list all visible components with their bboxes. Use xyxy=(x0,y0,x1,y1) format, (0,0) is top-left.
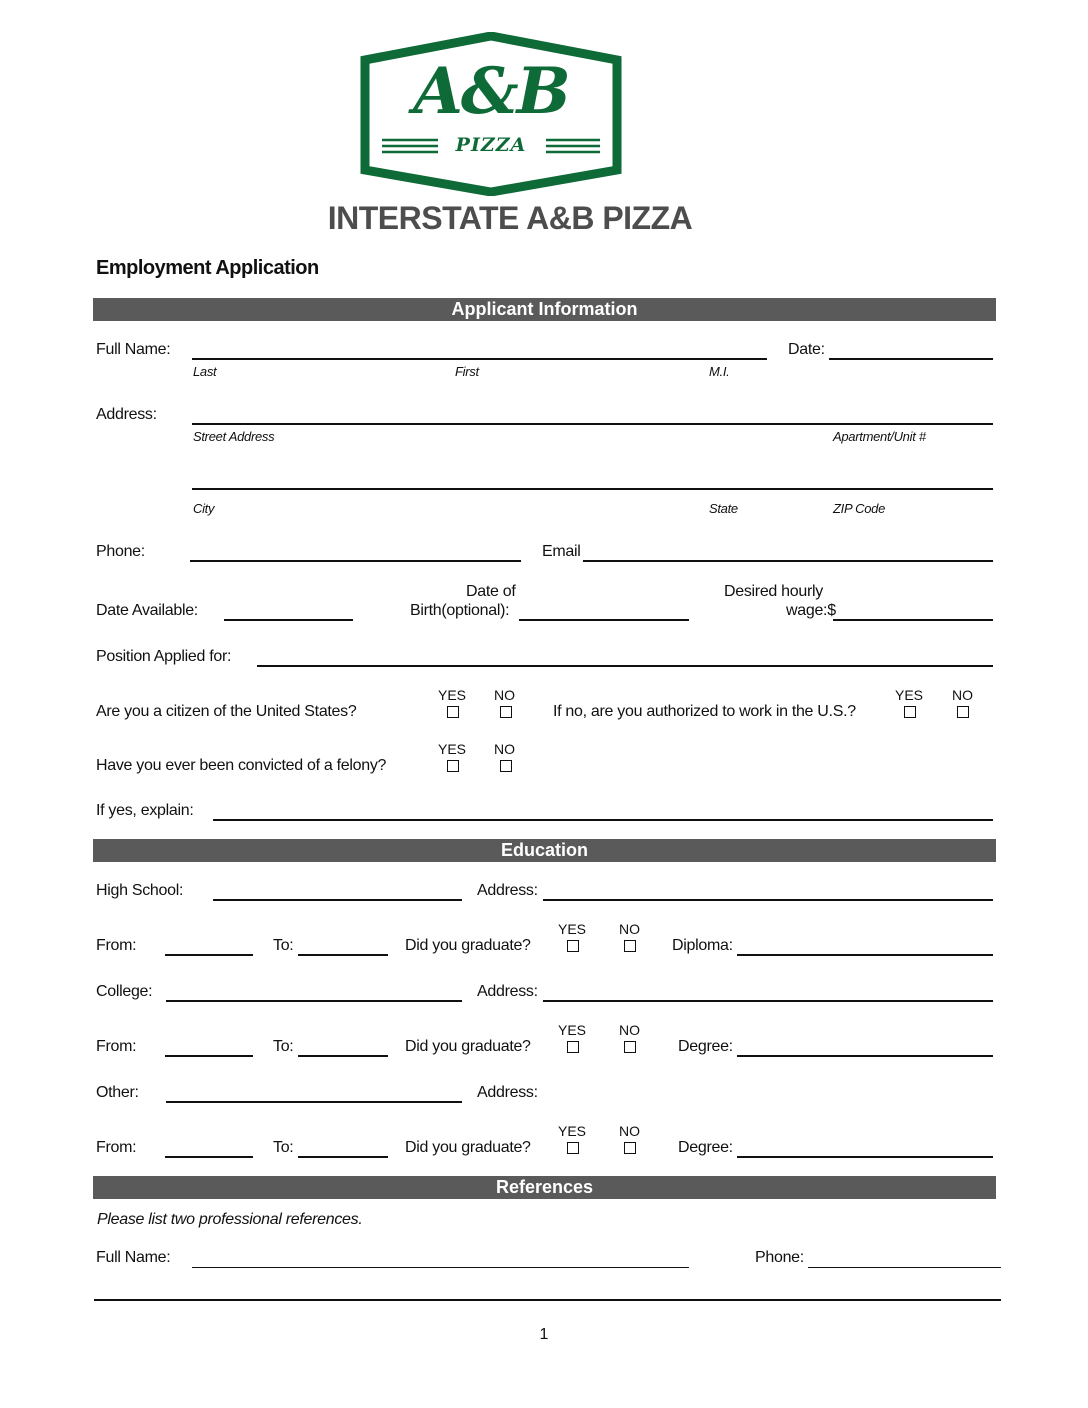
email-label: Email xyxy=(542,543,581,560)
section-header-references: References xyxy=(93,1176,996,1199)
hs-from-field[interactable] xyxy=(165,954,253,956)
apt-sublabel: Apartment/Unit # xyxy=(833,429,926,444)
email-field[interactable] xyxy=(583,560,993,562)
college-from-label: From: xyxy=(96,1038,137,1055)
authorized-no-label: NO xyxy=(952,687,973,703)
other-field[interactable] xyxy=(166,1101,462,1103)
street-address-field[interactable] xyxy=(192,423,993,425)
date-available-label: Date Available: xyxy=(96,602,198,619)
reference-name-label: Full Name: xyxy=(96,1249,171,1266)
high-school-field[interactable] xyxy=(213,899,462,901)
date-available-field[interactable] xyxy=(224,619,353,621)
other-from-label: From: xyxy=(96,1139,137,1156)
felony-question: Have you ever been convicted of a felony? xyxy=(96,757,387,774)
mi-sublabel: M.I. xyxy=(709,364,730,379)
company-logo xyxy=(360,32,622,196)
zip-sublabel: ZIP Code xyxy=(833,501,886,516)
position-label: Position Applied for: xyxy=(96,648,232,665)
section-header-applicant: Applicant Information xyxy=(93,298,996,321)
section-header-education: Education xyxy=(93,839,996,862)
other-no-checkbox[interactable] xyxy=(624,1142,636,1154)
high-school-address-field[interactable] xyxy=(543,899,993,901)
reference-name-field[interactable] xyxy=(192,1267,689,1268)
full-name-label: Full Name: xyxy=(96,341,171,358)
college-graduate-question: Did you graduate? xyxy=(405,1038,531,1055)
college-field[interactable] xyxy=(166,1000,462,1002)
city-state-zip-field[interactable] xyxy=(192,488,993,490)
college-no-checkbox[interactable] xyxy=(624,1041,636,1053)
other-no-label: NO xyxy=(619,1123,640,1139)
college-to-field[interactable] xyxy=(298,1055,388,1057)
hs-to-field[interactable] xyxy=(298,954,388,956)
state-sublabel: State xyxy=(709,501,738,516)
authorized-question: If no, are you authorized to work in the U.S.? xyxy=(553,703,856,720)
citizen-yes-label: YES xyxy=(438,687,467,703)
dob-label-line2: Birth(optional): xyxy=(410,602,510,619)
college-degree-field[interactable] xyxy=(737,1055,993,1057)
wage-label-line2: wage:$ xyxy=(786,602,836,619)
citizen-no-checkbox[interactable] xyxy=(500,706,512,718)
college-label: College: xyxy=(96,983,153,1000)
felony-no-checkbox[interactable] xyxy=(500,760,512,772)
diploma-label: Diploma: xyxy=(672,937,733,954)
citizen-question: Are you a citizen of the United States? xyxy=(96,703,357,720)
authorized-yes-label: YES xyxy=(895,687,924,703)
position-field[interactable] xyxy=(257,665,993,667)
phone-field[interactable] xyxy=(190,560,521,562)
first-sublabel: First xyxy=(455,364,479,379)
address-label: Address: xyxy=(96,406,157,423)
phone-label: Phone: xyxy=(96,543,145,560)
authorized-no-checkbox[interactable] xyxy=(957,706,969,718)
college-yes-label: YES xyxy=(558,1022,587,1038)
college-address-label: Address: xyxy=(477,983,538,1000)
footer-divider xyxy=(94,1299,1001,1301)
other-degree-label: Degree: xyxy=(678,1139,733,1156)
high-school-address-label: Address: xyxy=(477,882,538,899)
hs-from-label: From: xyxy=(96,937,137,954)
diploma-field[interactable] xyxy=(737,954,993,956)
college-yes-checkbox[interactable] xyxy=(567,1041,579,1053)
hs-to-label: To: xyxy=(273,937,294,954)
page-number: 1 xyxy=(539,1326,549,1343)
other-label: Other: xyxy=(96,1084,139,1101)
citizen-no-label: NO xyxy=(494,687,515,703)
other-address-label: Address: xyxy=(477,1084,538,1101)
felony-no-label: NO xyxy=(494,741,515,757)
felony-yes-label: YES xyxy=(438,741,467,757)
last-sublabel: Last xyxy=(193,364,217,379)
other-yes-checkbox[interactable] xyxy=(567,1142,579,1154)
felony-yes-checkbox[interactable] xyxy=(447,760,459,772)
logo-sub-text: PIZZA xyxy=(455,134,527,156)
hs-yes-checkbox[interactable] xyxy=(567,940,579,952)
city-sublabel: City xyxy=(193,501,215,516)
college-address-field[interactable] xyxy=(543,1000,993,1002)
wage-label-line1: Desired hourly xyxy=(724,583,823,600)
explain-label: If yes, explain: xyxy=(96,802,194,819)
college-from-field[interactable] xyxy=(165,1055,253,1057)
other-from-field[interactable] xyxy=(165,1156,253,1158)
hs-graduate-question: Did you graduate? xyxy=(405,937,531,954)
authorized-yes-checkbox[interactable] xyxy=(904,706,916,718)
reference-phone-field[interactable] xyxy=(808,1267,1001,1268)
date-label: Date: xyxy=(788,341,825,358)
other-to-label: To: xyxy=(273,1139,294,1156)
college-no-label: NO xyxy=(619,1022,640,1038)
other-yes-label: YES xyxy=(558,1123,587,1139)
high-school-label: High School: xyxy=(96,882,184,899)
hs-no-label: NO xyxy=(619,921,640,937)
reference-phone-label: Phone: xyxy=(755,1249,804,1266)
citizen-yes-checkbox[interactable] xyxy=(447,706,459,718)
street-sublabel: Street Address xyxy=(193,429,275,444)
hs-yes-label: YES xyxy=(558,921,587,937)
date-field[interactable] xyxy=(829,358,993,360)
explain-field[interactable] xyxy=(213,819,993,821)
other-degree-field[interactable] xyxy=(737,1156,993,1158)
college-to-label: To: xyxy=(273,1038,294,1055)
wage-field[interactable] xyxy=(833,619,993,621)
form-title: Employment Application xyxy=(96,257,319,279)
other-to-field[interactable] xyxy=(298,1156,388,1158)
college-degree-label: Degree: xyxy=(678,1038,733,1055)
dob-field[interactable] xyxy=(519,619,689,621)
logo-main-text: A&B xyxy=(413,54,569,129)
other-graduate-question: Did you graduate? xyxy=(405,1139,531,1156)
references-instruction: Please list two professional references. xyxy=(97,1211,363,1228)
company-title: INTERSTATE A&B PIZZA xyxy=(327,200,693,236)
dob-label-line1: Date of xyxy=(466,583,516,600)
full-name-field[interactable] xyxy=(192,358,767,360)
hs-no-checkbox[interactable] xyxy=(624,940,636,952)
